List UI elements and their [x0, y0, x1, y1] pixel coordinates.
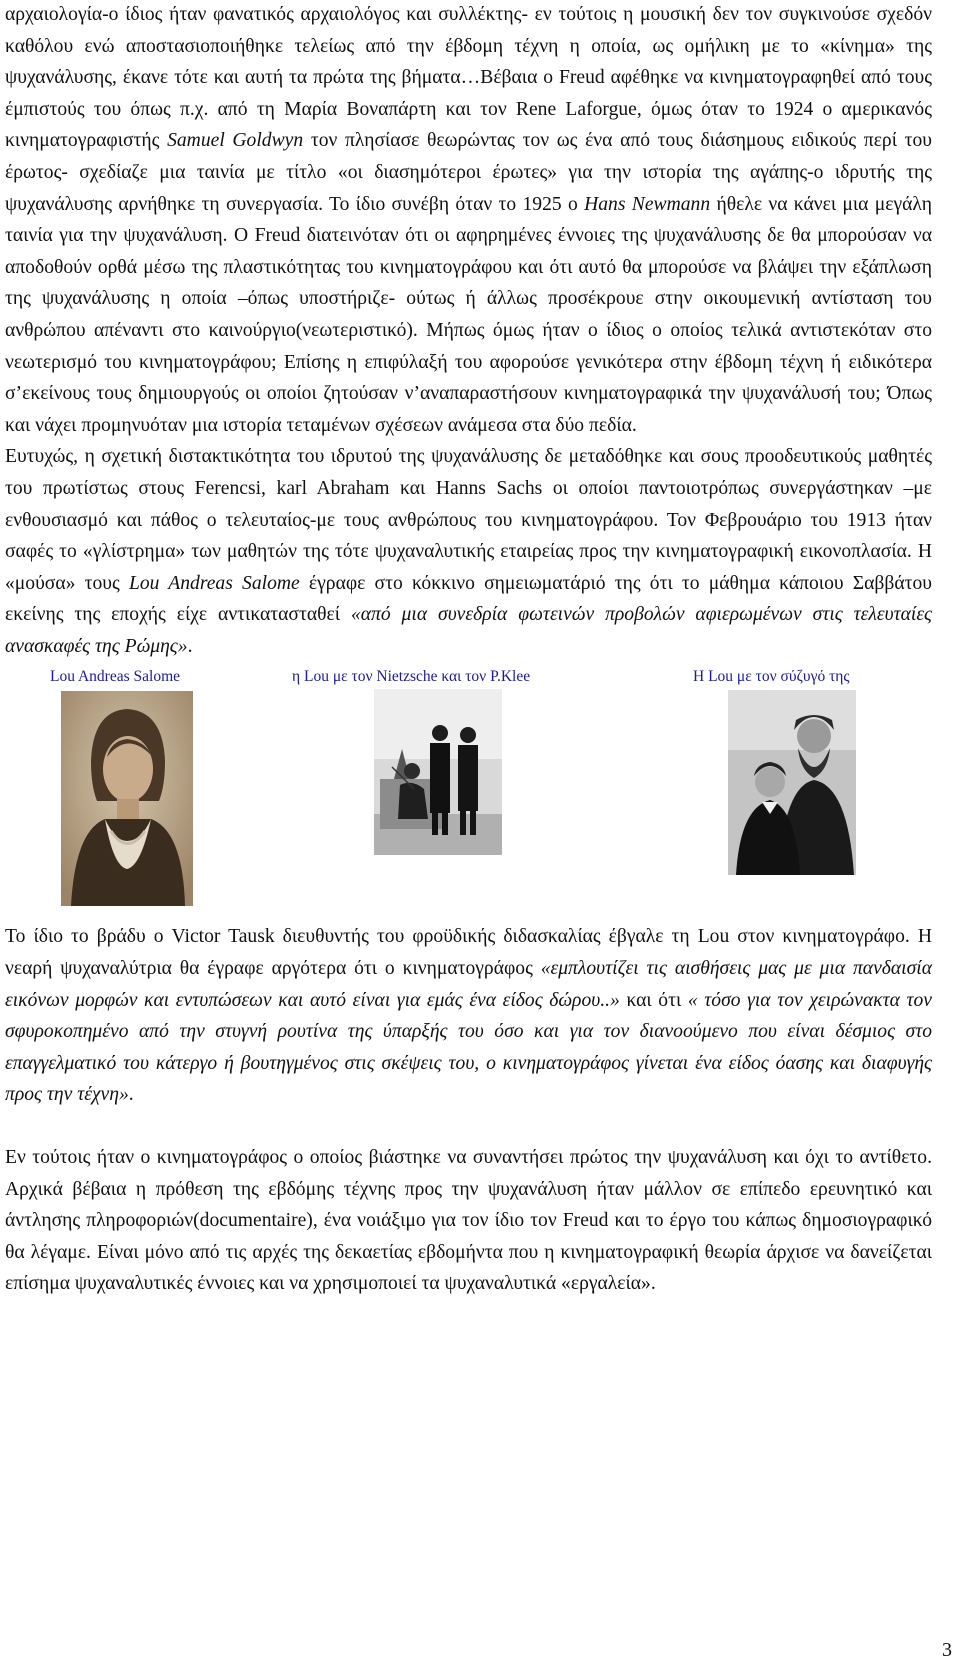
text-run: και ότι [619, 989, 688, 1011]
caption-lou-husband: Η Lou με τον σύζυγό της [693, 668, 850, 686]
text-run: αρχαιολογία-ο ίδιος ήταν φανατικός αρχαιολόγος και συλλέκτης- εν τούτοις η μουσική δεν τον συγκινούσε σχεδόν καθόλου ενώ αποστασιοποιήθηκε τελείως από την έβδομη τέχνη η οποία, ως ομήλικη με το «κίνημα» της ψυχανάλυσης, έκανε τότε και αυτή τα πρώτα της βήματα…Βέβαια ο Freud αφέθηκε να κινηματογραφηθεί από τους έμπιστούς του όπως π.χ. από τη Μαρία Βοναπάρτη και τον Rene Laforgue, όμως όταν το 1924 ο αμερικανός κινηματογραφιστής [5, 4, 932, 152]
paragraph-1 [5, 0, 932, 441]
text-run: ήθελε να κάνει μια μεγάλη ταινία για την ψυχανάλυση. Ο Freud διατεινόταν ότι οι αφηρημένες έννοιες της ψυχανάλυσης δε θα μπορούσαν να αποδοθούν ορθά μέσω της πλαστικότητας του κινηματογράφου και ότι αυτό θα μπορούσε να βλάψει την εξάπλωση της ψυχανάλυσης η οποία –όπως υποστήριζε- ούτως ή άλλως προσέκρουε στην οικουμενική αντίσταση του ανθρώπου απέναντι στο καινούργιο(νεωτεριστικό). Μήπως όμως ήταν ο ίδιος ο οποίος τελικά αντιστεκόταν στο νεωτερισμό του κινηματογράφου; Επίσης η επιφύλαξή του αφορούσε γενικότερα στην έβδομη τέχνη ή ειδικότερα σ’εκείνους τους δημιουργούς οι οποίοι ζητούσαν ν’αναπαραστήσουν κινηματογραφικά την ψυχανάλυσή του; Όπως και νάχει προμηνυόταν μια ιστορία τεταμένων σχέσεων ανάμεσα στα δύο πεδία. [5, 193, 932, 436]
text-run: . [128, 1084, 134, 1106]
caption-lou-nietzsche-klee: η Lou με τον Nietzsche και τον P.Klee [292, 668, 531, 686]
italic-text-run: Samuel Goldwyn [167, 130, 304, 152]
italic-text-run: Lou Andreas Salome [128, 572, 300, 594]
page-number: 3 [942, 1639, 952, 1661]
paragraph-3 [5, 921, 932, 1111]
italic-text-run: « τόσο για τον χειρώνακτα τον σφυροκοπημένο από την στυγνή ρουτίνα της ύπαρξής του όσο και για τον διανοούμενο που είναι δέσμιος στο επαγγελματικό του κάτεργο ή βουτηγμένος στις σκέψεις του, ο κινηματογράφος γίνεται ένα είδος όασης και διαφυγής προς την τέχνη» [5, 989, 932, 1106]
photo-gallery [5, 668, 932, 913]
portrait-photo-lou [61, 691, 193, 906]
couple-photo-lou-husband-image [728, 690, 856, 875]
caption-lou-andreas-salome: Lou Andreas Salome [50, 668, 181, 686]
group-photo-lou-nietzsche [374, 689, 502, 855]
text-run: Εν τούτοις ήταν ο κινηματογράφος ο οποίος βιάστηκε να συναντήσει πρώτος την ψυχανάλυση και όχι το αντίθετο. Αρχικά βέβαια η πρόθεση της εβδόμης τέχνης προς την ψυχανάλυση ήταν μάλλον σε επίπεδο ερευνητικό και άντλησης πληροφοριών(documentaire), ένα νοιάξιμο για τον ίδιο τον Freud και το έργο του κάπως δημοσιογραφικό θα λέγαμε. Είναι μόνο από τις αρχές της δεκαετίας εβδομήντα που η κινηματογραφική θεωρία άρχισε να δανείζεται επίσημα ψυχαναλυτικές έννοιες και να χρησιμοποιεί τα ψυχαναλυτικά «εργαλεία». [5, 1147, 932, 1295]
text-run: Το ίδιο το βράδυ ο Victor Tausk διευθυντής του φροϋδικής διδασκαλίας έβγαλε τη Lou στον κινηματογράφο. Η νεαρή ψυχαναλύτρια θα έγραφε αργότερα ότι ο κινηματογράφος [5, 926, 932, 980]
group-photo-lou-nietzsche-image [374, 689, 502, 855]
italic-text-run: «εμπλουτίζει τις αισθήσεις μας με μια πανδαισία εικόνων μορφών και εντυπώσεων και αυτό είναι για εμάς ένα είδος δώρου..» [5, 958, 932, 1011]
italic-text-run: «από μια συνεδρία φωτεινών προβολών αφιερωμένων στις τελευταίες ανασκαφές της Ρώμης» [5, 604, 932, 657]
italic-text-run: Hans Newmann [584, 193, 711, 215]
text-run: τον πλησίασε θεωρώντας τον ως ένα από τους διάσημους ειδικούς περί του έρωτος- σχεδίαζε μια ταινία με τίτλο «οι διασημότεροι έρωτες» για την ιστορία της αγάπης-ο ιδρυτής της ψυχανάλυσης αρνήθηκε τη συνεργασία. Το ίδιο συνέβη όταν το 1925 ο [5, 130, 932, 215]
text-run: έγραφε στο κόκκινο σημειωματάριό της ότι το μάθημα κάποιου Σαββάτου εκείνης της εποχής είχε αντικατασταθεί [5, 572, 932, 626]
text-run: Ευτυχώς, η σχετική διστακτικότητα του ιδρυτού της ψυχανάλυσης δε μεταδόθηκε και σους προοδευτικούς μαθητές του πρωτίστως στους Ferencsi, karl Abraham και Hanns Sachs οι οποίοι παντοιοτρόπως συνεργάστηκαν –με ενθουσιασμό και πάθος ο τελευταίος-με τους ανθρώπους του κινηματογράφου. Τον Φεβρουάριο του 1913 ήταν σαφές το «γλίστρημα» των μαθητών της τότε ψυχαναλυτικής εταιρείας προς την κινηματογραφική εικονοπλασία. Η «μούσα» τους [5, 446, 932, 594]
portrait-photo-lou-image [61, 691, 193, 906]
paragraph-2 [5, 441, 932, 662]
couple-photo-lou-husband [728, 690, 856, 875]
paragraph-4 [5, 1142, 932, 1300]
text-run: . [187, 635, 193, 657]
